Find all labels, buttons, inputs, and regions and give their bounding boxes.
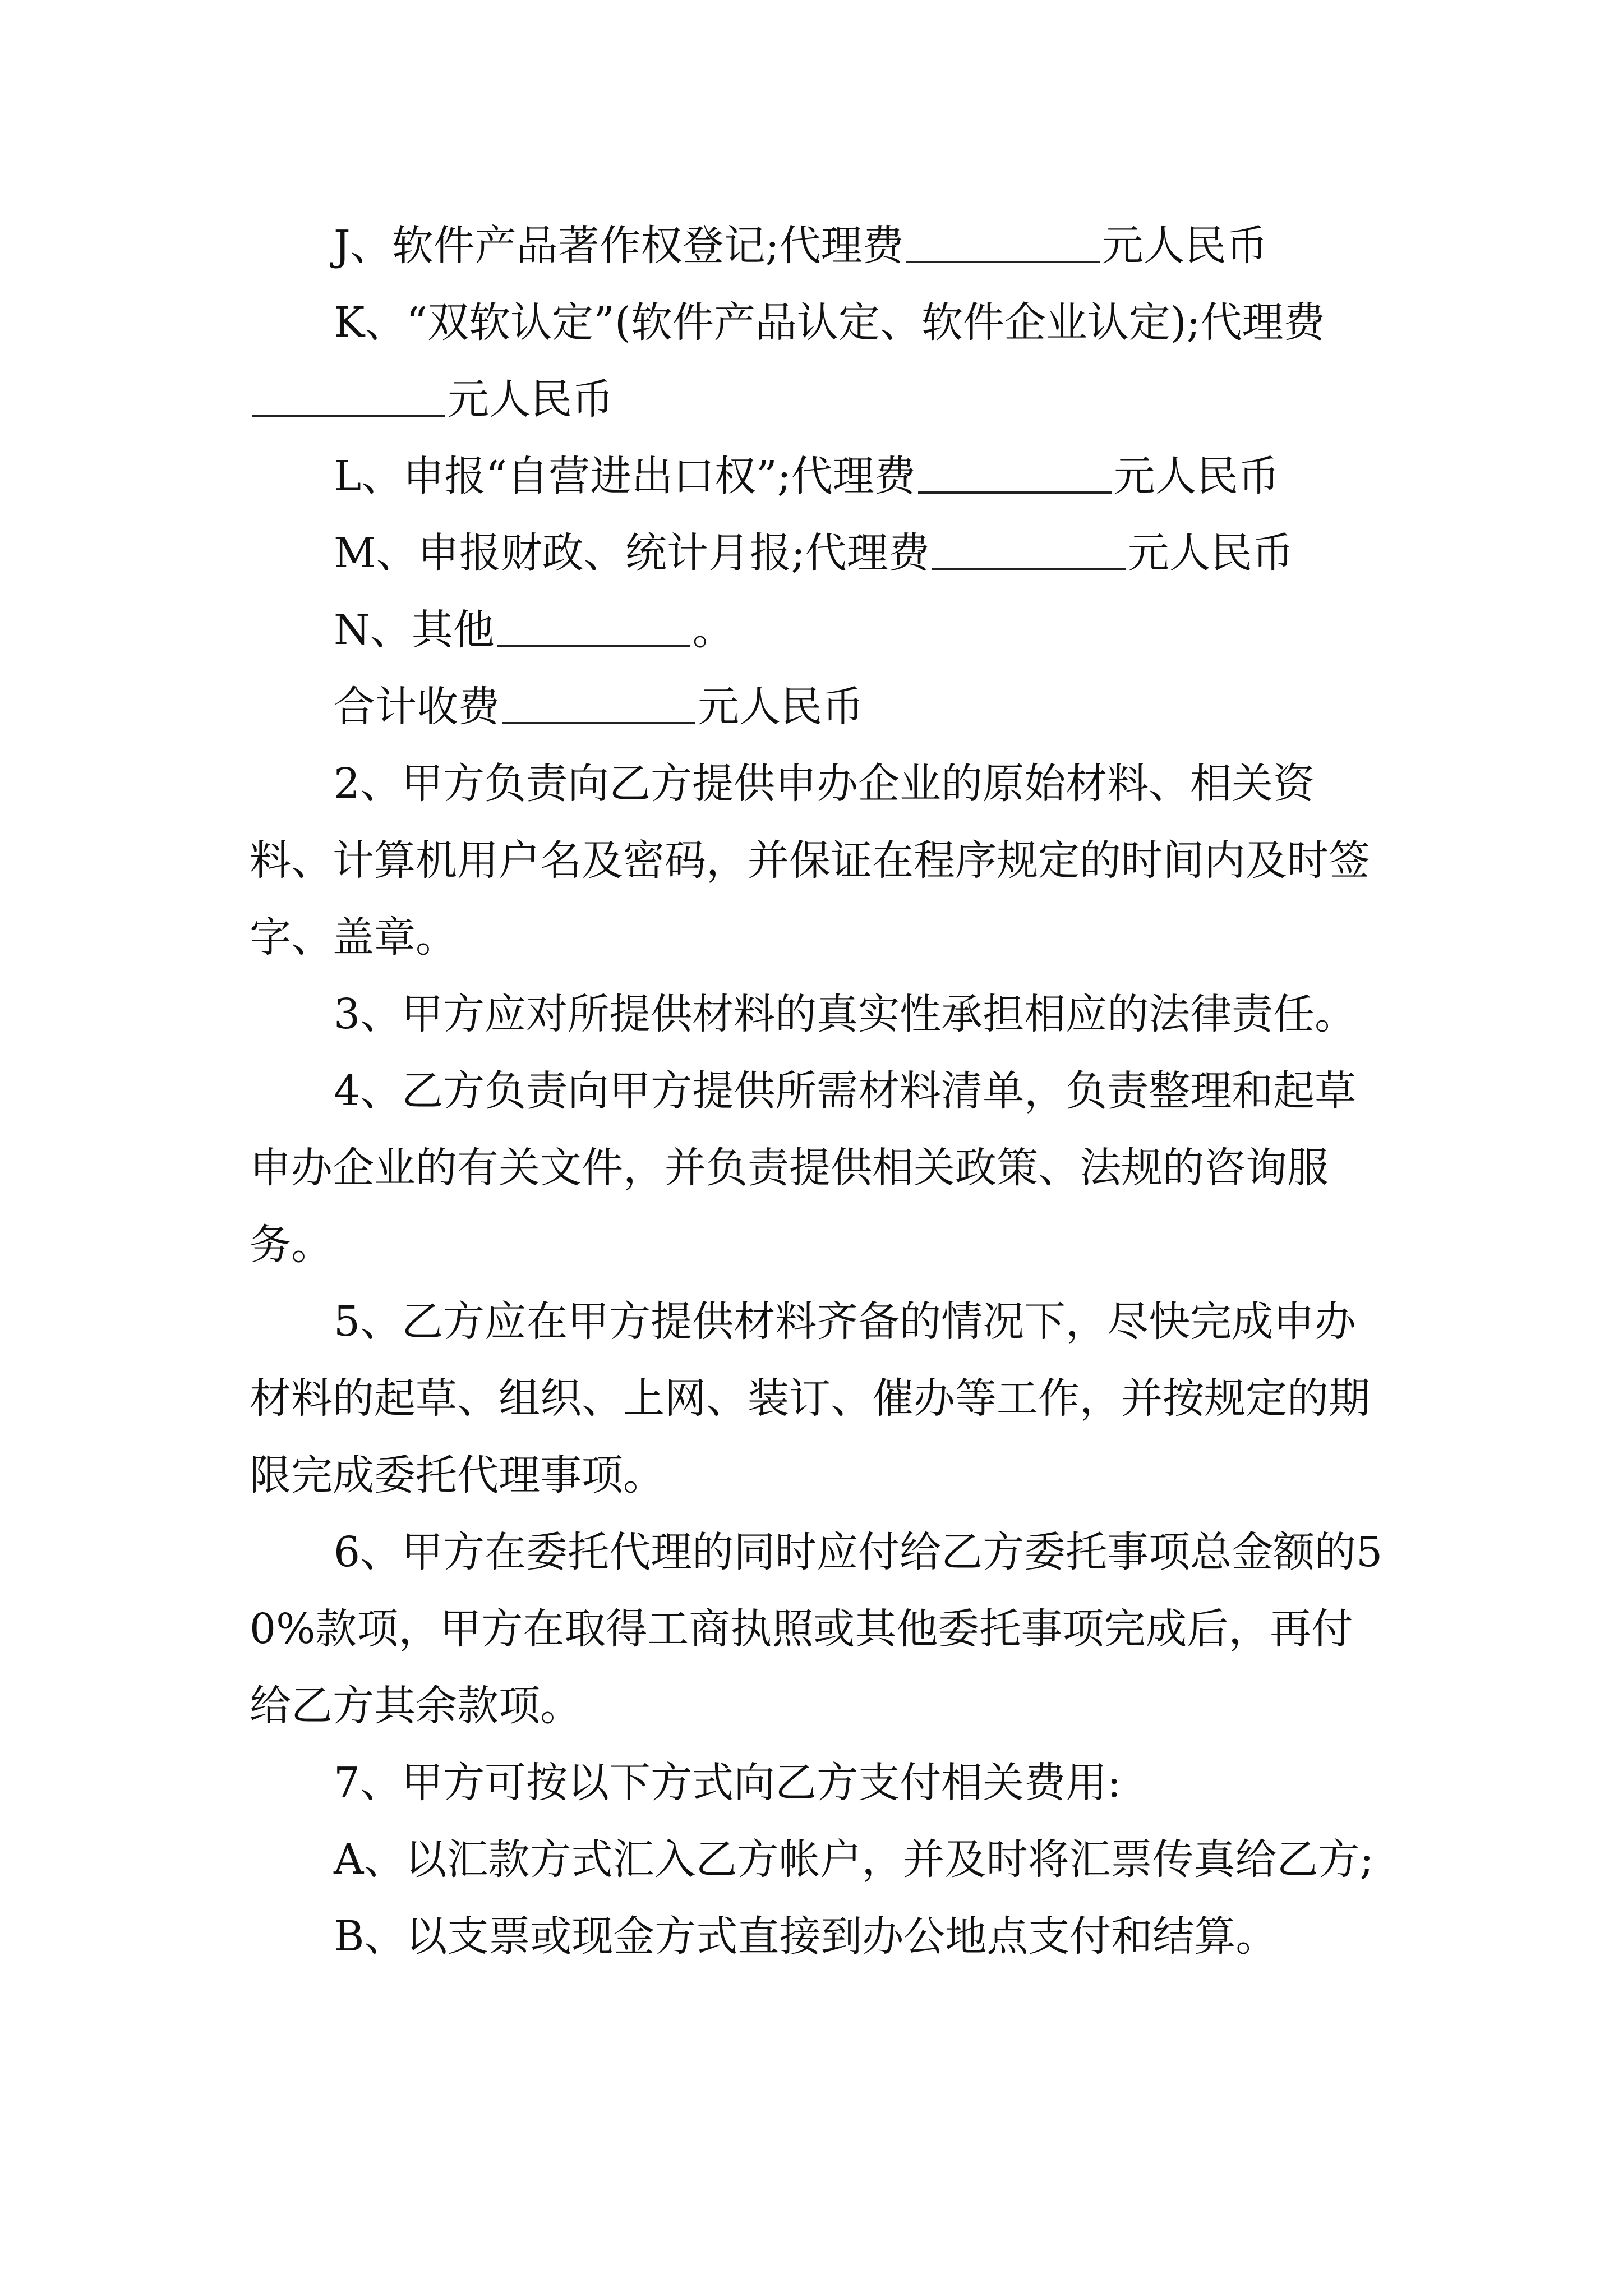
clause-3: 3、甲方应对所提供材料的真实性承担相应的法律责任。 — [334, 990, 1357, 1038]
fee-item-label: L、申报“自营进出口权”;代理费 — [334, 452, 916, 500]
fee-item-label: J、软件产品著作权登记;代理费 — [334, 222, 904, 270]
fee-item-l — [250, 438, 1388, 515]
clause-7: 7、甲方可按以下方式向乙方支付相关费用: — [334, 1759, 1122, 1807]
clause-4: 4、乙方负责向甲方提供所需材料清单，负责整理和起草申办企业的有关文件，并负责提供相关政策、法规的咨询服务。 — [250, 1067, 1357, 1269]
document-body — [250, 208, 1388, 1975]
fee-blank — [497, 645, 690, 647]
fee-item-unit: 元人民币 — [1127, 529, 1294, 577]
fee-blank — [932, 568, 1126, 570]
payment-option-a: A、以汇款方式汇入乙方帐户，并及时将汇票传真给乙方; — [334, 1835, 1374, 1884]
clause-2: 2、甲方负责向乙方提供申办企业的原始材料、相关资料、计算机用户名及密码，并保证在程序规定的时间内及时签字、盖章。 — [250, 760, 1370, 961]
fee-total — [250, 669, 1388, 746]
fee-total-unit: 元人民币 — [698, 683, 864, 731]
fee-item-k — [250, 284, 1388, 438]
fee-item-j — [250, 208, 1388, 284]
fee-blank — [906, 260, 1100, 263]
clause-6: 6、甲方在委托代理的同时应付给乙方委托事项总金额的50%款项，甲方在取得工商执照或其他委托事项完成后，再付给乙方其余款项。 — [250, 1528, 1383, 1730]
fee-item-unit: 元人民币 — [1113, 452, 1280, 500]
fee-total-label: 合计收费 — [334, 683, 500, 731]
fee-item-label: K、“双软认定”(软件产品认定、软件企业认定);代理费 — [334, 298, 1325, 347]
fee-item-label: N、其他 — [334, 606, 495, 654]
fee-blank — [502, 721, 695, 724]
fee-item-unit: 元人民币 — [1101, 222, 1268, 270]
fee-item-unit: 。 — [692, 606, 734, 654]
fee-item-n — [250, 592, 1388, 669]
fee-blank — [252, 414, 445, 417]
fee-item-label: M、申报财政、统计月报;代理费 — [334, 529, 930, 577]
fee-blank — [918, 491, 1112, 494]
clause-5: 5、乙方应在甲方提供材料齐备的情况下，尽快完成申办材料的起草、组织、上网、装订、催办等工作，并按规定的期限完成委托代理事项。 — [250, 1297, 1370, 1499]
payment-option-b: B、以支票或现金方式直接到办公地点支付和结算。 — [334, 1912, 1278, 1961]
fee-item-unit: 元人民币 — [448, 375, 614, 424]
fee-item-m — [250, 515, 1388, 592]
